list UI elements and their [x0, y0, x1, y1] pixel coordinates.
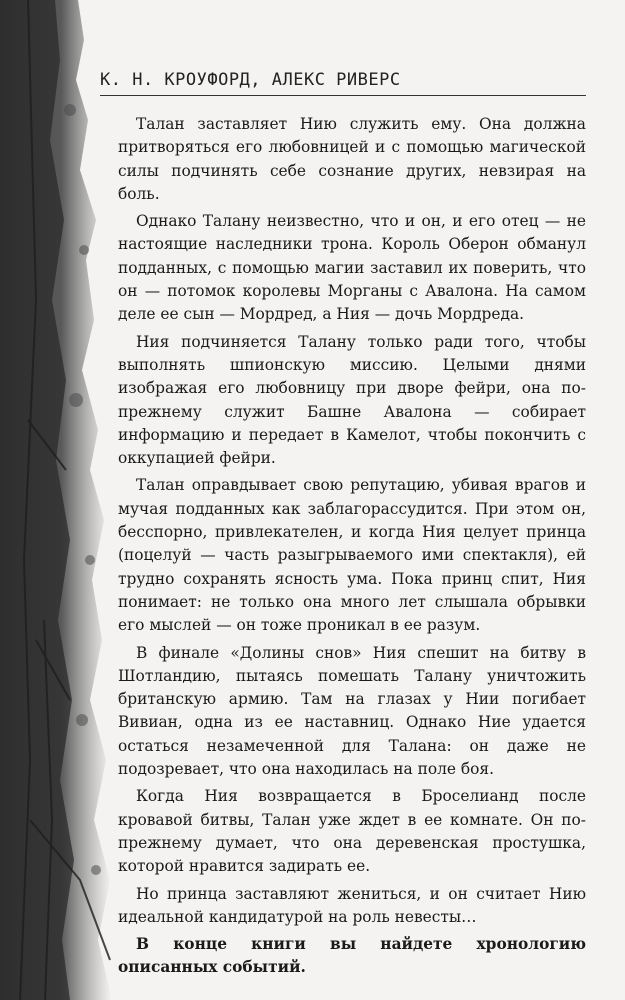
paragraph: Талан оправдывает свою репутацию, убивая врагов и мучая подданных как заблагорассудится. При этом он, бесспорно, привлекателен, и когда Ния целует принца (поцелуй — часть разыгрываемого ими спектакля), ей трудно сохранять ясность ума. Пока принц спит, Ния понимает: не только она много лет слышала обрывки его мыслей — он тоже проникал в ее разум.: [118, 476, 586, 635]
paragraph: Однако Талану неизвестно, что и он, и его отец — не настоящие наследники трона. Король Оберон обманул подданных, с помощью магии заставил их поверить, что он — потомок королевы Морганы с Авалона. На самом деле ее сын — Мордред, а Ния — дочь Мордреда.: [118, 212, 586, 324]
paragraph: Но принца заставляют жениться, и он считает Нию идеальной кандидатурой на роль невесты…: [118, 884, 586, 926]
closing-note: В конце книги вы найдете хронологию описанных событий.: [118, 935, 586, 977]
paragraph: Ния подчиняется Талану только ради того, чтобы выполнять шпионскую миссию. Целыми днями изображая его любовницу при дворе фейри, она по-прежнему служит Башне Авалона — собирает информацию и передает в Камелот, чтобы покончить с оккупацией фейри.: [118, 332, 586, 468]
header-rule: [100, 95, 586, 96]
paragraph: Талан заставляет Нию служить ему. Она должна притворяться его любовницей и с помощью магической силы подчинять себе сознание других, невзирая на боль.: [118, 115, 586, 203]
body-text: [118, 113, 586, 984]
paragraph: Когда Ния возвращается в Броселианд после кровавой битвы, Талан уже ждет в ее комнате. Он по-прежнему думает, что она деревенская простушка, которой нравится задирать ее.: [118, 787, 586, 876]
running-header: К. Н. КРОУФОРД, АЛЕКС РИВЕРС: [100, 70, 401, 90]
paragraph: В финале «Долины снов» Ния спешит на битву в Шотландию, пытаясь помешать Талану уничтожить британскую армию. Там на глазах у Нии погибает Вивиан, одна из ее наставниц. Однако Ние удается остаться незамеченной для Талана: он даже не подозревает, что она находилась на поле боя.: [118, 643, 586, 779]
